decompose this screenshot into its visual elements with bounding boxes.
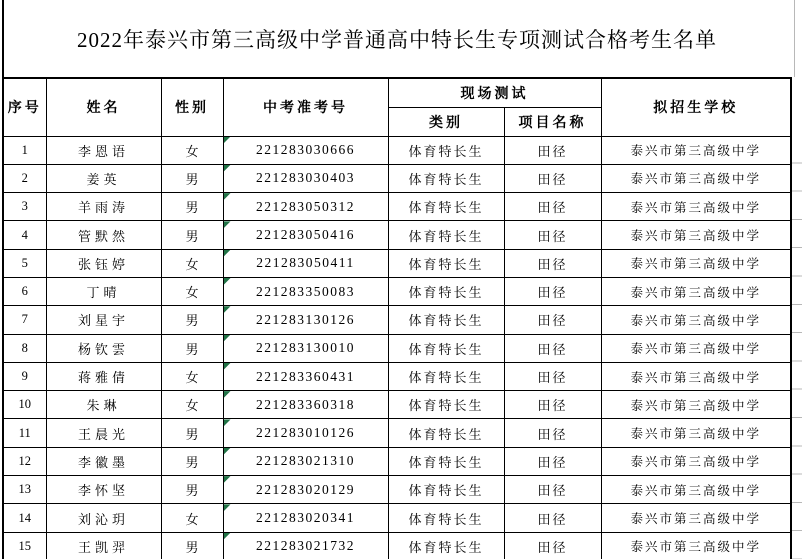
table-row bbox=[3, 249, 791, 277]
cell-name: 刘沁玥 bbox=[46, 504, 161, 532]
cell-no: 1 bbox=[3, 136, 46, 164]
cell-exam-no: 221283050312 bbox=[223, 193, 388, 221]
cell-no: 13 bbox=[3, 476, 46, 504]
number-as-text-flag-icon bbox=[224, 193, 231, 200]
table-row bbox=[3, 221, 791, 249]
header-school: 拟招生学校 bbox=[601, 78, 791, 136]
cell-event: 田径 bbox=[504, 193, 601, 221]
cell-category: 体育特长生 bbox=[388, 391, 504, 419]
cell-name: 李恩语 bbox=[46, 136, 161, 164]
header-category: 类别 bbox=[388, 107, 504, 136]
header-exam-no: 中考准考号 bbox=[223, 78, 388, 136]
page-title: 2022年泰兴市第三高级中学普通高中特长生专项测试合格考生名单 bbox=[77, 27, 717, 52]
cell-exam-no: 221283020341 bbox=[223, 504, 388, 532]
number-as-text-flag-icon bbox=[224, 137, 231, 144]
cell-exam-no: 221283050411 bbox=[223, 249, 388, 277]
cell-name: 李徽墨 bbox=[46, 447, 161, 475]
cell-exam-no: 221283050416 bbox=[223, 221, 388, 249]
header-no: 序号 bbox=[3, 78, 46, 136]
cell-category: 体育特长生 bbox=[388, 306, 504, 334]
cell-category: 体育特长生 bbox=[388, 136, 504, 164]
cell-no: 8 bbox=[3, 334, 46, 362]
header-gender: 性别 bbox=[161, 78, 223, 136]
cell-no: 5 bbox=[3, 249, 46, 277]
cell-no: 6 bbox=[3, 277, 46, 305]
number-as-text-flag-icon bbox=[224, 306, 231, 313]
cell-event: 田径 bbox=[504, 277, 601, 305]
cell-school: 泰兴市第三高级中学 bbox=[601, 221, 791, 249]
cell-no: 14 bbox=[3, 504, 46, 532]
cell-exam-no: 221283030666 bbox=[223, 136, 388, 164]
table-row bbox=[3, 447, 791, 475]
cell-exam-no: 221283350083 bbox=[223, 277, 388, 305]
header-onsite-test: 现场测试 bbox=[388, 78, 601, 107]
cell-event: 田径 bbox=[504, 532, 601, 559]
cell-no: 11 bbox=[3, 419, 46, 447]
cell-category: 体育特长生 bbox=[388, 249, 504, 277]
number-as-text-flag-icon bbox=[224, 533, 231, 540]
cell-event: 田径 bbox=[504, 334, 601, 362]
cell-exam-no: 221283360318 bbox=[223, 391, 388, 419]
cell-no: 12 bbox=[3, 447, 46, 475]
excel-gridline-vertical bbox=[794, 0, 795, 77]
number-as-text-flag-icon bbox=[224, 476, 231, 483]
table-row bbox=[3, 362, 791, 390]
cell-category: 体育特长生 bbox=[388, 221, 504, 249]
cell-no: 3 bbox=[3, 193, 46, 221]
cell-name: 刘星宇 bbox=[46, 306, 161, 334]
cell-gender: 男 bbox=[161, 476, 223, 504]
excel-gridline-ticks bbox=[792, 135, 802, 559]
cell-school: 泰兴市第三高级中学 bbox=[601, 532, 791, 559]
number-as-text-flag-icon bbox=[224, 448, 231, 455]
table-row bbox=[3, 532, 791, 559]
cell-event: 田径 bbox=[504, 136, 601, 164]
cell-exam-no: 221283360431 bbox=[223, 362, 388, 390]
cell-gender: 男 bbox=[161, 447, 223, 475]
cell-gender: 男 bbox=[161, 532, 223, 559]
header-event: 项目名称 bbox=[504, 107, 601, 136]
cell-no: 10 bbox=[3, 391, 46, 419]
cell-exam-no: 221283130126 bbox=[223, 306, 388, 334]
cell-event: 田径 bbox=[504, 476, 601, 504]
cell-school: 泰兴市第三高级中学 bbox=[601, 277, 791, 305]
table-row bbox=[3, 391, 791, 419]
cell-school: 泰兴市第三高级中学 bbox=[601, 504, 791, 532]
students-table bbox=[2, 77, 792, 559]
cell-category: 体育特长生 bbox=[388, 362, 504, 390]
cell-name: 羊雨涛 bbox=[46, 193, 161, 221]
number-as-text-flag-icon bbox=[224, 363, 231, 370]
cell-no: 9 bbox=[3, 362, 46, 390]
cell-event: 田径 bbox=[504, 504, 601, 532]
cell-school: 泰兴市第三高级中学 bbox=[601, 447, 791, 475]
cell-school: 泰兴市第三高级中学 bbox=[601, 391, 791, 419]
cell-name: 王晨光 bbox=[46, 419, 161, 447]
cell-category: 体育特长生 bbox=[388, 476, 504, 504]
cell-school: 泰兴市第三高级中学 bbox=[601, 193, 791, 221]
cell-school: 泰兴市第三高级中学 bbox=[601, 249, 791, 277]
cell-event: 田径 bbox=[504, 249, 601, 277]
cell-exam-no: 221283021310 bbox=[223, 447, 388, 475]
cell-gender: 男 bbox=[161, 193, 223, 221]
cell-name: 王凯羿 bbox=[46, 532, 161, 559]
table-row bbox=[3, 306, 791, 334]
cell-gender: 女 bbox=[161, 136, 223, 164]
cell-school: 泰兴市第三高级中学 bbox=[601, 136, 791, 164]
cell-category: 体育特长生 bbox=[388, 334, 504, 362]
cell-category: 体育特长生 bbox=[388, 419, 504, 447]
table-body bbox=[3, 136, 791, 559]
cell-no: 7 bbox=[3, 306, 46, 334]
cell-name: 杨钦雲 bbox=[46, 334, 161, 362]
number-as-text-flag-icon bbox=[224, 504, 231, 511]
cell-gender: 女 bbox=[161, 391, 223, 419]
cell-exam-no: 221283130010 bbox=[223, 334, 388, 362]
cell-name: 丁晴 bbox=[46, 277, 161, 305]
number-as-text-flag-icon bbox=[224, 335, 231, 342]
cell-gender: 男 bbox=[161, 164, 223, 192]
table-row bbox=[3, 334, 791, 362]
header-name: 姓名 bbox=[46, 78, 161, 136]
number-as-text-flag-icon bbox=[224, 278, 231, 285]
cell-name: 朱琳 bbox=[46, 391, 161, 419]
cell-gender: 女 bbox=[161, 504, 223, 532]
table-row bbox=[3, 136, 791, 164]
cell-school: 泰兴市第三高级中学 bbox=[601, 334, 791, 362]
cell-gender: 男 bbox=[161, 221, 223, 249]
table-header bbox=[3, 78, 791, 136]
cell-exam-no: 221283020129 bbox=[223, 476, 388, 504]
table-row bbox=[3, 193, 791, 221]
cell-no: 4 bbox=[3, 221, 46, 249]
table-row bbox=[3, 419, 791, 447]
header-row-1 bbox=[3, 78, 791, 107]
cell-category: 体育特长生 bbox=[388, 164, 504, 192]
number-as-text-flag-icon bbox=[224, 250, 231, 257]
cell-exam-no: 221283021732 bbox=[223, 532, 388, 559]
cell-category: 体育特长生 bbox=[388, 532, 504, 559]
cell-category: 体育特长生 bbox=[388, 504, 504, 532]
table-row bbox=[3, 476, 791, 504]
cell-category: 体育特长生 bbox=[388, 277, 504, 305]
cell-gender: 男 bbox=[161, 419, 223, 447]
table-row bbox=[3, 164, 791, 192]
cell-gender: 女 bbox=[161, 277, 223, 305]
cell-school: 泰兴市第三高级中学 bbox=[601, 476, 791, 504]
cell-event: 田径 bbox=[504, 221, 601, 249]
cell-name: 姜英 bbox=[46, 164, 161, 192]
cell-name: 张钰婷 bbox=[46, 249, 161, 277]
number-as-text-flag-icon bbox=[224, 165, 231, 172]
cell-event: 田径 bbox=[504, 447, 601, 475]
cell-no: 15 bbox=[3, 532, 46, 559]
cell-school: 泰兴市第三高级中学 bbox=[601, 419, 791, 447]
cell-name: 蒋雅倩 bbox=[46, 362, 161, 390]
cell-event: 田径 bbox=[504, 362, 601, 390]
number-as-text-flag-icon bbox=[224, 391, 231, 398]
cell-name: 李怀坚 bbox=[46, 476, 161, 504]
cell-school: 泰兴市第三高级中学 bbox=[601, 362, 791, 390]
cell-school: 泰兴市第三高级中学 bbox=[601, 306, 791, 334]
cell-gender: 女 bbox=[161, 362, 223, 390]
cell-exam-no: 221283030403 bbox=[223, 164, 388, 192]
page-title-block bbox=[2, 0, 790, 77]
cell-category: 体育特长生 bbox=[388, 193, 504, 221]
number-as-text-flag-icon bbox=[224, 419, 231, 426]
cell-event: 田径 bbox=[504, 164, 601, 192]
cell-event: 田径 bbox=[504, 391, 601, 419]
cell-gender: 男 bbox=[161, 334, 223, 362]
cell-event: 田径 bbox=[504, 419, 601, 447]
number-as-text-flag-icon bbox=[224, 221, 231, 228]
cell-school: 泰兴市第三高级中学 bbox=[601, 164, 791, 192]
cell-gender: 男 bbox=[161, 306, 223, 334]
table-row bbox=[3, 504, 791, 532]
table-row bbox=[3, 277, 791, 305]
cell-name: 管默然 bbox=[46, 221, 161, 249]
cell-exam-no: 221283010126 bbox=[223, 419, 388, 447]
cell-category: 体育特长生 bbox=[388, 447, 504, 475]
cell-no: 2 bbox=[3, 164, 46, 192]
cell-event: 田径 bbox=[504, 306, 601, 334]
cell-gender: 女 bbox=[161, 249, 223, 277]
